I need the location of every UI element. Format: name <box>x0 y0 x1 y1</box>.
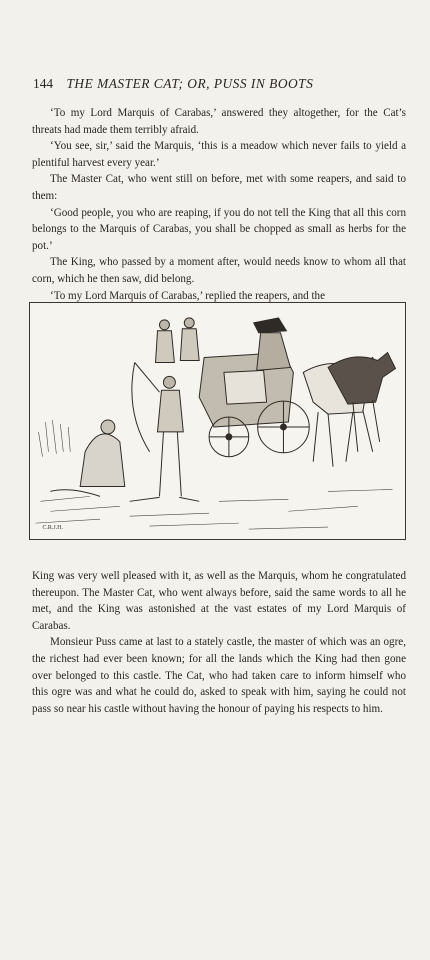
carriage <box>199 353 309 457</box>
horses <box>303 353 395 467</box>
paragraph: ‘To my Lord Marquis of Carabas,’ answered they altogether, for the Cat’s threats had made them terribly afraid. <box>32 107 406 136</box>
carriage-illustration <box>30 303 405 539</box>
paragraph: The King, who passed by a moment after, would needs know to whom all that corn, which he then saw, did belong. <box>32 256 406 285</box>
text-block-before-illustration <box>32 105 406 304</box>
page-header <box>33 76 373 92</box>
page-number: 144 <box>33 76 54 91</box>
paragraph: Monsieur Puss came at last to a stately castle, the master of which was an ogre, the richest had ever been known; for all the lands which the King had then gone over belonged to this castle. The Cat, who had taken care to inform himself who this ogre was and what he could do, asked to speak with him, saying he could not pass so near his castle without having the honour of paying his respects to him. <box>32 636 406 715</box>
reapers-group <box>50 420 124 496</box>
paragraph: ‘Good people, you who are reaping, if you do not tell the King that all this corn belongs to the Marquis of Carabas, you shall be chopped as small as herbs for the pot.’ <box>32 206 406 252</box>
standing-figure <box>130 362 199 501</box>
paragraph: The Master Cat, who went still on before, met with some reapers, and said to them: <box>32 173 406 202</box>
artist-signature: C.R.J.H. <box>42 525 63 532</box>
footmen <box>156 318 200 363</box>
paragraph: King was very well pleased with it, as well as the Marquis, whom he congratulated thereupon. The Master Cat, who went always before, said the same words to all he met, and the King was astonished at the vast estates of my Lord Marquis of Carabas. <box>32 570 406 632</box>
coachman <box>254 318 291 371</box>
illustration-frame <box>29 302 406 540</box>
paragraph: ‘To my Lord Marquis of Carabas,’ replied the reapers, and the <box>50 289 326 302</box>
running-title: THE MASTER CAT; OR, PUSS IN BOOTS <box>66 76 314 91</box>
paragraph: ‘You see, sir,’ said the Marquis, ‘this is a meadow which never fails to yield a plentiful harvest every year.’ <box>32 140 406 169</box>
text-block-after-illustration <box>32 568 406 717</box>
